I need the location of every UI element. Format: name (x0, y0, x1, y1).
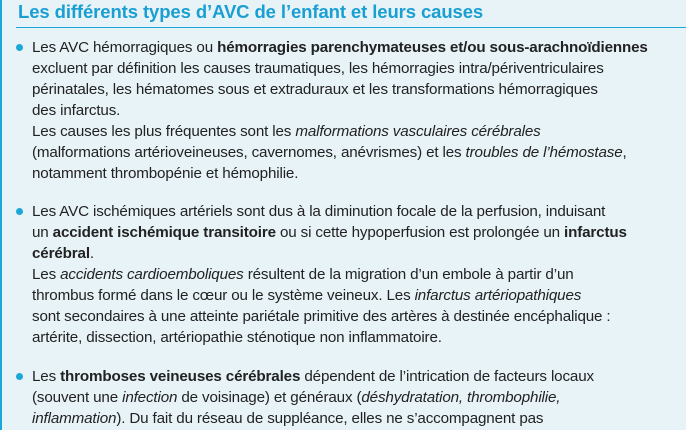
bullet-icon (16, 208, 23, 215)
bullet-icon (16, 373, 23, 380)
text-line: inflammation). Du fait du réseau de suppléance, elles ne s’accompagnent pas (32, 410, 544, 427)
text-line: artérite, dissection, artériopathie sténotique non inflammatoire. (32, 329, 442, 346)
text-line: périnatales, les hématomes sous et extraduraux et les transformations hémorragiques (32, 81, 598, 98)
text-line: (malformations artérioveineuses, cavernomes, anévrismes) et les troubles de l’hémostase, (32, 144, 627, 161)
text-line: excluent par définition les causes traumatiques, les hémorragies intra/périventriculaires (32, 60, 604, 77)
text-line: thrombus formé dans le cœur ou le système veineux. Les infarctus artériopathiques (32, 287, 582, 304)
section-venous (32, 366, 682, 429)
text-line: un accident ischémique transitoire ou si cette hypoperfusion est prolongée un infarctus (32, 224, 627, 241)
text-line: Les AVC ischémiques artériels sont dus à la diminution focale de la perfusion, induisant (32, 203, 606, 220)
section-hemorrhagic (32, 37, 682, 184)
text-line: sont secondaires à une atteinte pariétale primitive des artères à destinée encéphalique : (32, 308, 611, 325)
text-line: Les AVC hémorragiques ou hémorragies parenchymateuses et/ou sous-arachnoïdiennes (32, 39, 648, 56)
page-title: Les différents types d’AVC de l’enfant et leurs causes (18, 1, 484, 22)
text-line: notamment thrombopénie et hémophilie. (32, 165, 299, 182)
text-line: cérébral. (32, 245, 94, 262)
text-line: (souvent une infection de voisinage) et généraux (déshydratation, thrombophilie, (32, 389, 561, 406)
text-line: Les thromboses veineuses cérébrales dépendent de l’intrication de facteurs locaux (32, 368, 594, 385)
text-line: des infarctus. (32, 102, 121, 119)
text-line: Les accidents cardioemboliques résultent de la migration d’un embole à partir d’un (32, 266, 574, 283)
title-divider (16, 27, 686, 28)
section-ischemic (32, 201, 682, 348)
bullet-icon (16, 44, 23, 51)
text-line: Les causes les plus fréquentes sont les malformations vasculaires cérébrales (32, 123, 541, 140)
